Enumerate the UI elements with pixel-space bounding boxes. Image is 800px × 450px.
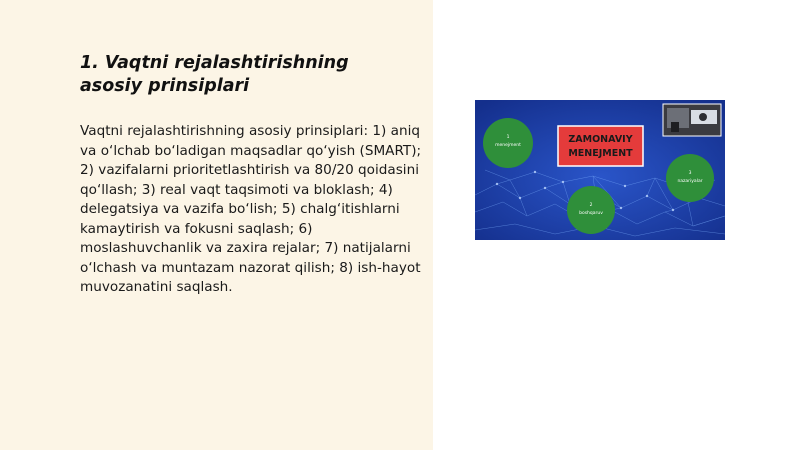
circle-boshqaruv [567, 186, 615, 234]
circle-right-label: nazariyalar [677, 179, 703, 184]
banner-line2: MENEJMENT [568, 148, 633, 159]
zamonaviy-menejment-banner [558, 126, 643, 166]
slide-body-text: Vaqtni rejalashtirishning asosiy prinsiplari: 1) aniq va o‘lchab bo‘ladigan maqsadlar qo‘yish (SMART); 2) vazifalarni prioritetlashtirish va 80/20 qoidasini qo‘llash; 3) real vaqt taqsimoti va bloklash; 4) delegatsiya va vazifa bo‘lish; 5) chalg‘itishlarni kamaytirish va fokusni saqlash; 6) moslashuvchanlik va zaxira rejalar; 7) natijalarni o‘lchash va muntazam nazorat qilish; 8) ish-hayot muvozanatini saqlash. [80, 123, 422, 295]
circle-left-label: menejment [495, 143, 521, 148]
webcam-inset [663, 104, 721, 136]
circle-nazariyalar [666, 154, 714, 202]
circle-bottom-number: 2 [589, 203, 593, 208]
circle-right-number: 3 [688, 171, 692, 176]
circle-left-number: 1 [506, 135, 510, 140]
slide-image [475, 100, 725, 240]
management-diagram-image [475, 100, 725, 240]
circle-menejment [483, 118, 533, 168]
slide-title: 1. Vaqtni rejalashtirishning asosiy prinsiplari [80, 53, 349, 96]
circle-bottom-label: boshqaruv [579, 211, 603, 216]
banner-line1: ZAMONAVIY [568, 134, 633, 145]
